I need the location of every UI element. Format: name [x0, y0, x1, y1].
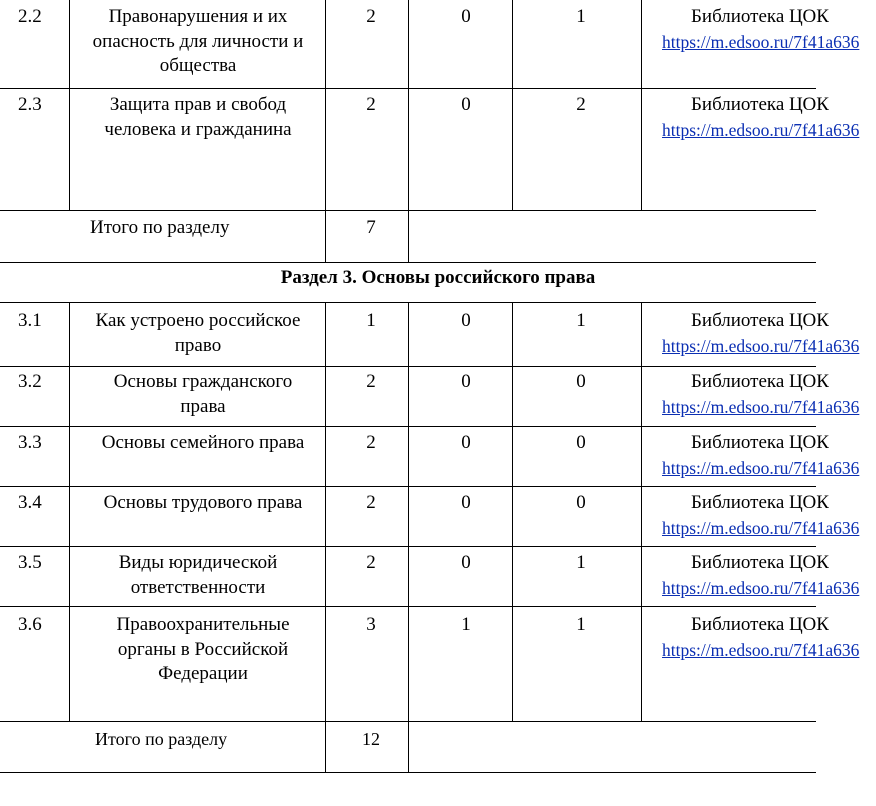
resource-cell: [620, 491, 860, 540]
row-id: 3.5: [18, 552, 42, 573]
topic-line: ответственности: [130, 576, 266, 598]
resource-cell: [620, 431, 860, 480]
row-id: 3.3: [18, 432, 42, 453]
topic-line: Защита прав и свобод: [109, 94, 287, 115]
rule: [408, 0, 409, 210]
resource-link[interactable]: https://m.edsoo.ru/7f41a636: [662, 31, 860, 52]
subtotal-value: 12: [362, 729, 380, 749]
row-id: 2.2: [18, 6, 42, 27]
section-title: Раздел 3. Основы российского права: [280, 267, 596, 288]
row-topic: [75, 613, 331, 687]
hours-control: 0: [461, 94, 471, 115]
resource-cell: [620, 613, 860, 662]
rule: [408, 210, 409, 262]
resource-cell: [620, 370, 860, 419]
topic-line: общества: [159, 55, 237, 76]
rule: [325, 210, 326, 262]
row-topic: [75, 370, 331, 419]
subtotal-value: 7: [366, 217, 376, 238]
row-id: 2.3: [18, 94, 42, 115]
row-topic: [70, 551, 326, 600]
resource-link[interactable]: https://m.edsoo.ru/7f41a636: [662, 396, 860, 417]
hours-total: 2: [366, 432, 376, 453]
rule: [408, 302, 409, 721]
resource-link[interactable]: https://m.edsoo.ru/7f41a636: [662, 517, 860, 538]
hours-total: 3: [366, 614, 376, 635]
rule: [325, 721, 326, 772]
topic-line: права: [180, 395, 226, 417]
resource-label: Библиотека ЦОК: [691, 94, 829, 115]
hours-practical: 1: [576, 310, 586, 331]
hours-control: 0: [461, 492, 471, 513]
topic-line: опасность для личности и: [92, 30, 304, 52]
topic-line: Основы семейного права: [101, 432, 305, 453]
resource-label: Библиотека ЦОК: [691, 552, 829, 573]
row-id: 3.6: [18, 614, 42, 635]
resource-cell: [620, 5, 860, 54]
hours-control: 0: [461, 6, 471, 27]
topic-line: Федерации: [158, 663, 248, 684]
rule: [69, 302, 70, 721]
row-topic: [75, 491, 331, 516]
rule: [512, 0, 513, 210]
topic-line: Как устроено российское: [95, 310, 301, 331]
resource-link[interactable]: https://m.edsoo.ru/7f41a636: [662, 335, 860, 356]
hours-practical: 1: [576, 614, 586, 635]
topic-line: Основы трудового права: [103, 492, 303, 513]
hours-total: 2: [366, 492, 376, 513]
resource-link[interactable]: https://m.edsoo.ru/7f41a636: [662, 639, 860, 660]
row-topic: [75, 431, 331, 456]
topic-line: Основы гражданского: [113, 371, 293, 392]
hours-practical: 0: [576, 432, 586, 453]
topic-line: органы в Российской: [117, 638, 289, 660]
resource-label: Библиотека ЦОК: [691, 492, 829, 513]
hours-control: 1: [461, 614, 471, 635]
resource-link[interactable]: https://m.edsoo.ru/7f41a636: [662, 577, 860, 598]
hours-practical: 2: [576, 94, 586, 115]
row-id: 3.2: [18, 371, 42, 392]
subtotal-label: Итого по разделу: [90, 217, 230, 238]
hours-total: 1: [366, 310, 376, 331]
hours-practical: 1: [576, 552, 586, 573]
rule: [512, 302, 513, 721]
hours-control: 0: [461, 310, 471, 331]
resource-label: Библиотека ЦОК: [691, 310, 829, 331]
resource-cell: [620, 551, 860, 600]
rule: [0, 772, 816, 773]
topic-line: Правонарушения и их: [108, 6, 288, 27]
resource-label: Библиотека ЦОК: [691, 432, 829, 453]
topic-line: Виды юридической: [118, 552, 278, 573]
row-topic: [70, 93, 326, 142]
rule: [0, 262, 816, 263]
row-topic: [70, 309, 326, 358]
rule: [408, 721, 409, 772]
resource-link[interactable]: https://m.edsoo.ru/7f41a636: [662, 119, 860, 140]
hours-practical: 0: [576, 371, 586, 392]
hours-practical: 0: [576, 492, 586, 513]
resource-label: Библиотека ЦОК: [691, 6, 829, 27]
hours-total: 2: [366, 371, 376, 392]
topic-line: Правоохранительные: [116, 614, 290, 635]
hours-total: 2: [366, 6, 376, 27]
topic-line: право: [174, 334, 222, 356]
row-id: 3.1: [18, 310, 42, 331]
subtotal-label: Итого по разделу: [95, 729, 228, 749]
topic-line: человека и гражданина: [104, 118, 292, 140]
hours-practical: 1: [576, 6, 586, 27]
hours-total: 2: [366, 94, 376, 115]
row-id: 3.4: [18, 492, 42, 513]
resource-cell: [620, 93, 860, 142]
resource-cell: [620, 309, 860, 358]
hours-total: 2: [366, 552, 376, 573]
resource-link[interactable]: https://m.edsoo.ru/7f41a636: [662, 457, 860, 478]
hours-control: 0: [461, 552, 471, 573]
hours-control: 0: [461, 371, 471, 392]
resource-label: Библиотека ЦОК: [691, 614, 829, 635]
row-topic: [70, 5, 326, 79]
resource-label: Библиотека ЦОК: [691, 371, 829, 392]
hours-control: 0: [461, 432, 471, 453]
